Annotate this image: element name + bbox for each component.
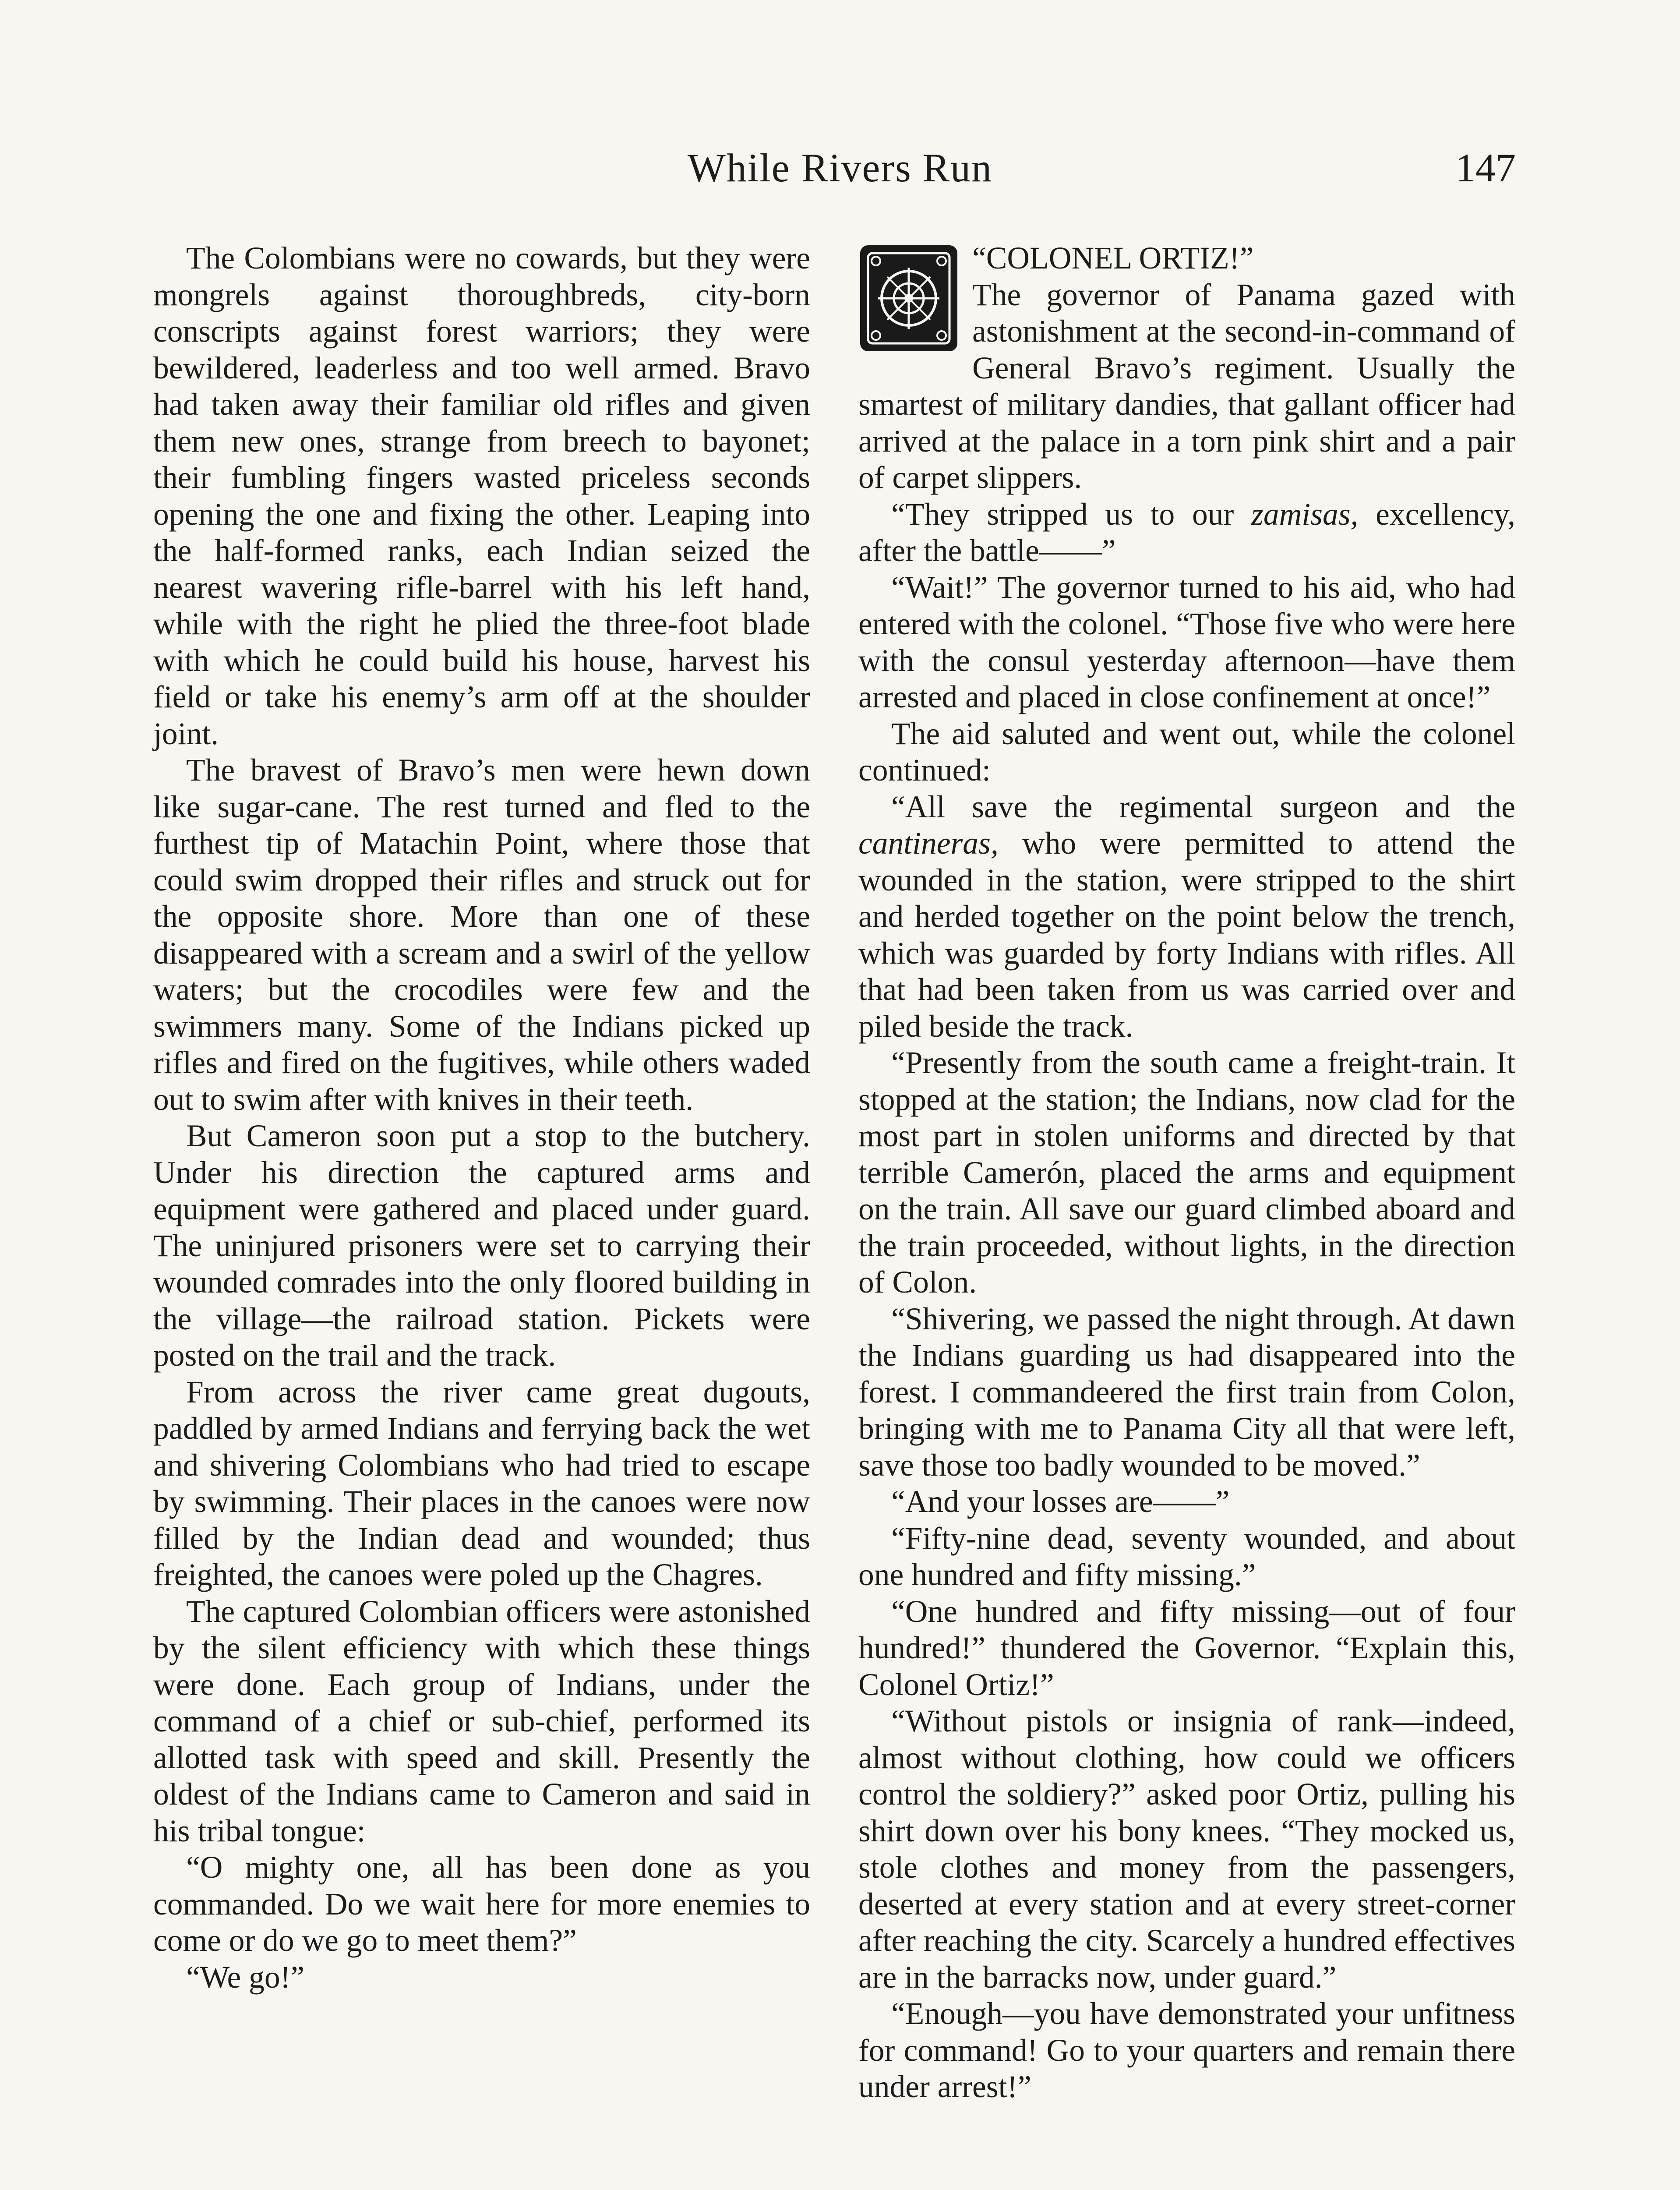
paragraph-text: The governor of Panama gazed with astonishment at the second-in-command of General Bravo’s regiment. Usually the smartest of military dandies, that gallant officer had arrived at the palace in a torn pink shirt and a pair of carpet slippers. <box>858 277 1515 495</box>
right-column <box>858 240 1515 2105</box>
paragraph: “Without pistols or insignia of rank—indeed, almost without clothing, how could we officers control the soldiery?” asked poor Ortiz, pulling his shirt down over his bony knees. “They mocked us, stole clothes and money from the passengers, deserted at every station and at every street-corner after reaching the city. Scarcely a hundred effectives are in the barracks now, under guard.” <box>858 1704 1515 1995</box>
paragraph: The bravest of Bravo’s men were hewn down like sugar-cane. The rest turned and fled to the furthest tip of Matachin Point, where those that could swim dropped their rifles and struck out for the opposite shore. More than one of these disappeared with a scream and a swirl of the yellow waters; but the crocodiles were few and the swimmers many. Some of the Indians picked up rifles and fired on the fugitives, while others waded out to swim after with knives in their teeth. <box>153 753 810 1117</box>
paragraph: The Colombians were no cowards, but they were mongrels against thoroughbreds, city-born conscripts against forest warriors; they were bewildered, leaderless and too well armed. Bravo had taken away their familiar old rifles and given them new ones, strange from breech to bayonet; their fumbling fingers wasted priceless seconds opening the one and fixing the other. Leaping into the half-formed ranks, each Indian seized the nearest wavering rifle-barrel with his left hand, while with the right he plied the three-foot blade with which he could build his house, harvest his field or take his enemy’s arm off at the shoulder joint. <box>153 241 810 751</box>
chapter-opening-line: “COLONEL ORTIZ!” <box>972 241 1254 276</box>
running-title: While Rivers Run <box>687 145 993 190</box>
paragraph-text: who were permitted to attend the wounded in the station, were stripped to the shirt and herded together on the point below the trench, which was guarded by forty Indians with rifles. All that had been taken from us was carried over and piled beside the track. <box>858 826 1515 1044</box>
paragraph: “Fifty-nine dead, seventy wounded, and about one hundred and fifty missing.” <box>858 1521 1515 1592</box>
paragraph: From across the river came great dugouts, paddled by armed Indians and ferrying back the wet and shivering Colombians who had tried to escape by swimming. Their places in the canoes were now filled by the Indian dead and wounded; thus freighted, the canoes were poled up the Chagres. <box>153 1374 810 1592</box>
paragraph-text: excellency, after the battle——” <box>858 497 1516 568</box>
paragraph: “Presently from the south came a freight-train. It stopped at the station; the Indians, now clad for the most part in stolen uniforms and directed by that terrible Camerón, placed the arms and equipment on the train. All save our guard climbed aboard and the train proceeded, without lights, in the direction of Colon. <box>858 1046 1515 1300</box>
paragraph-text: “They stripped us to our <box>891 497 1252 532</box>
left-column <box>153 240 810 1996</box>
paragraph: “We go!” <box>186 1960 305 1995</box>
paragraph: “One hundred and fifty missing—out of four hundred!” thundered the Governor. “Explain this, Colonel Ortiz!” <box>858 1594 1515 1702</box>
paragraph: But Cameron soon put a stop to the butchery. Under his direction the captured arms and equipment were gathered and placed under guard. The uninjured prisoners were set to carrying their wounded comrades into the only floored building in the village—the railroad station. Pickets were posted on the trail and the track. <box>153 1119 810 1373</box>
celtic-knot-drop-cap-icon <box>858 244 959 353</box>
paragraph: The captured Colombian officers were astonished by the silent efficiency with which these things were done. Each group of Indians, under the command of a chief or sub-chief, performed its allotted task with speed and skill. Presently the oldest of the Indians came to Cameron and said in his tribal tongue: <box>153 1594 810 1848</box>
italic-word: cantineras, <box>858 826 999 861</box>
page-header <box>0 136 1680 201</box>
paragraph <box>858 789 1515 1045</box>
paragraph-text: “All save the regimental surgeon and the <box>891 789 1515 824</box>
paragraph: The aid saluted and went out, while the colonel continued: <box>858 716 1515 788</box>
paragraph: “Wait!” The governor turned to his aid, who had entered with the colonel. “Those five who were here with the consul yesterday afternoon—have them arrested and placed in close confinement at once!” <box>858 570 1515 714</box>
italic-word: zamisas, <box>1251 497 1359 532</box>
paragraph: “And your losses are——” <box>891 1484 1230 1519</box>
paragraph: “O mighty one, all has been done as you commanded. Do we wait here for more enemies to come or do we go to meet them?” <box>153 1850 810 1958</box>
page-number: 147 <box>1455 145 1516 190</box>
paragraph <box>858 496 1515 569</box>
paragraph: “Enough—you have demonstrated your unfitness for command! Go to your quarters and remain there under arrest!” <box>858 1996 1515 2104</box>
paragraph: “Shivering, we passed the night through. At dawn the Indians guarding us had disappeared into the forest. I commandeered the first train from Colon, bringing with me to Panama City all that were left, save those too badly wounded to be moved.” <box>858 1301 1515 1483</box>
